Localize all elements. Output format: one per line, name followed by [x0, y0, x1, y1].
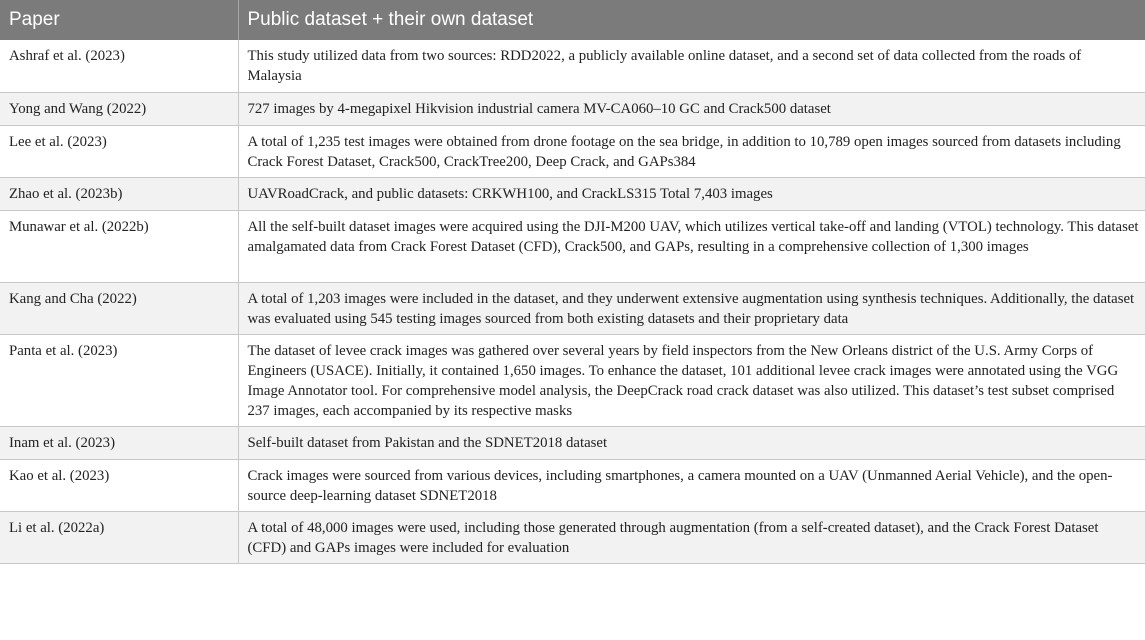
table-row — [0, 334, 1145, 426]
dataset-cell: A total of 1,203 images were included in the dataset, and they underwent extensive augmentation using synthesis techniques. Additionally, the dataset was evaluated using 545 testing images sourced from both existing datasets and their proprietary data — [238, 282, 1145, 334]
dataset-cell: The dataset of levee crack images was gathered over several years by field inspectors from the New Orleans district of the U.S. Army Corps of Engineers (USACE). Initially, it contained 1,650 images. To enhance the dataset, 101 additional levee crack images were annotated using the VGG Image Annotator tool. For comprehensive model analysis, the DeepCrack road crack dataset was also utilized. This dataset’s test subset comprised 237 images, each accompanied by its respective masks — [238, 334, 1145, 426]
table-row — [0, 40, 1145, 92]
table-row — [0, 426, 1145, 459]
header-dataset: Public dataset + their own dataset — [238, 0, 1145, 40]
header-row — [0, 0, 1145, 40]
paper-cell: Lee et al. (2023) — [0, 125, 238, 177]
dataset-cell: A total of 1,235 test images were obtained from drone footage on the sea bridge, in addition to 10,789 open images sourced from datasets including Crack Forest Dataset, Crack500, CrackTree200, Deep Crack, and GAPs384 — [238, 125, 1145, 177]
header-paper: Paper — [0, 0, 238, 40]
dataset-cell: A total of 48,000 images were used, including those generated through augmentation (from a self-created dataset), and the Crack Forest Dataset (CFD) and GAPs images were included for evaluation — [238, 511, 1145, 563]
table-row — [0, 459, 1145, 511]
paper-cell: Inam et al. (2023) — [0, 426, 238, 459]
paper-cell: Kao et al. (2023) — [0, 459, 238, 511]
paper-cell: Kang and Cha (2022) — [0, 282, 238, 334]
table-row — [0, 125, 1145, 177]
table-body — [0, 40, 1145, 563]
dataset-cell: This study utilized data from two sources: RDD2022, a publicly available online dataset, and a second set of data collected from the roads of Malaysia — [238, 40, 1145, 92]
table-row — [0, 511, 1145, 563]
paper-cell: Munawar et al. (2022b) — [0, 210, 238, 282]
paper-cell: Ashraf et al. (2023) — [0, 40, 238, 92]
table-row — [0, 210, 1145, 282]
dataset-cell: All the self-built dataset images were acquired using the DJI-M200 UAV, which utilizes vertical take-off and landing (VTOL) technology. This dataset amalgamated data from Crack Forest Dataset (CFD), Crack500, and GAPs, resulting in a comprehensive collection of 1,300 images — [238, 210, 1145, 282]
paper-cell: Li et al. (2022a) — [0, 511, 238, 563]
dataset-cell: UAVRoadCrack, and public datasets: CRKWH100, and CrackLS315 Total 7,403 images — [238, 177, 1145, 210]
dataset-cell: 727 images by 4-megapixel Hikvision industrial camera MV-CA060–10 GC and Crack500 dataset — [238, 92, 1145, 125]
table-row — [0, 92, 1145, 125]
table-row — [0, 282, 1145, 334]
paper-cell: Zhao et al. (2023b) — [0, 177, 238, 210]
table-row — [0, 177, 1145, 210]
paper-cell: Panta et al. (2023) — [0, 334, 238, 426]
paper-cell: Yong and Wang (2022) — [0, 92, 238, 125]
dataset-cell: Self-built dataset from Pakistan and the SDNET2018 dataset — [238, 426, 1145, 459]
table-header — [0, 0, 1145, 40]
dataset-cell: Crack images were sourced from various devices, including smartphones, a camera mounted on a UAV (Unmanned Aerial Vehicle), and the open-source deep-learning dataset SDNET2018 — [238, 459, 1145, 511]
